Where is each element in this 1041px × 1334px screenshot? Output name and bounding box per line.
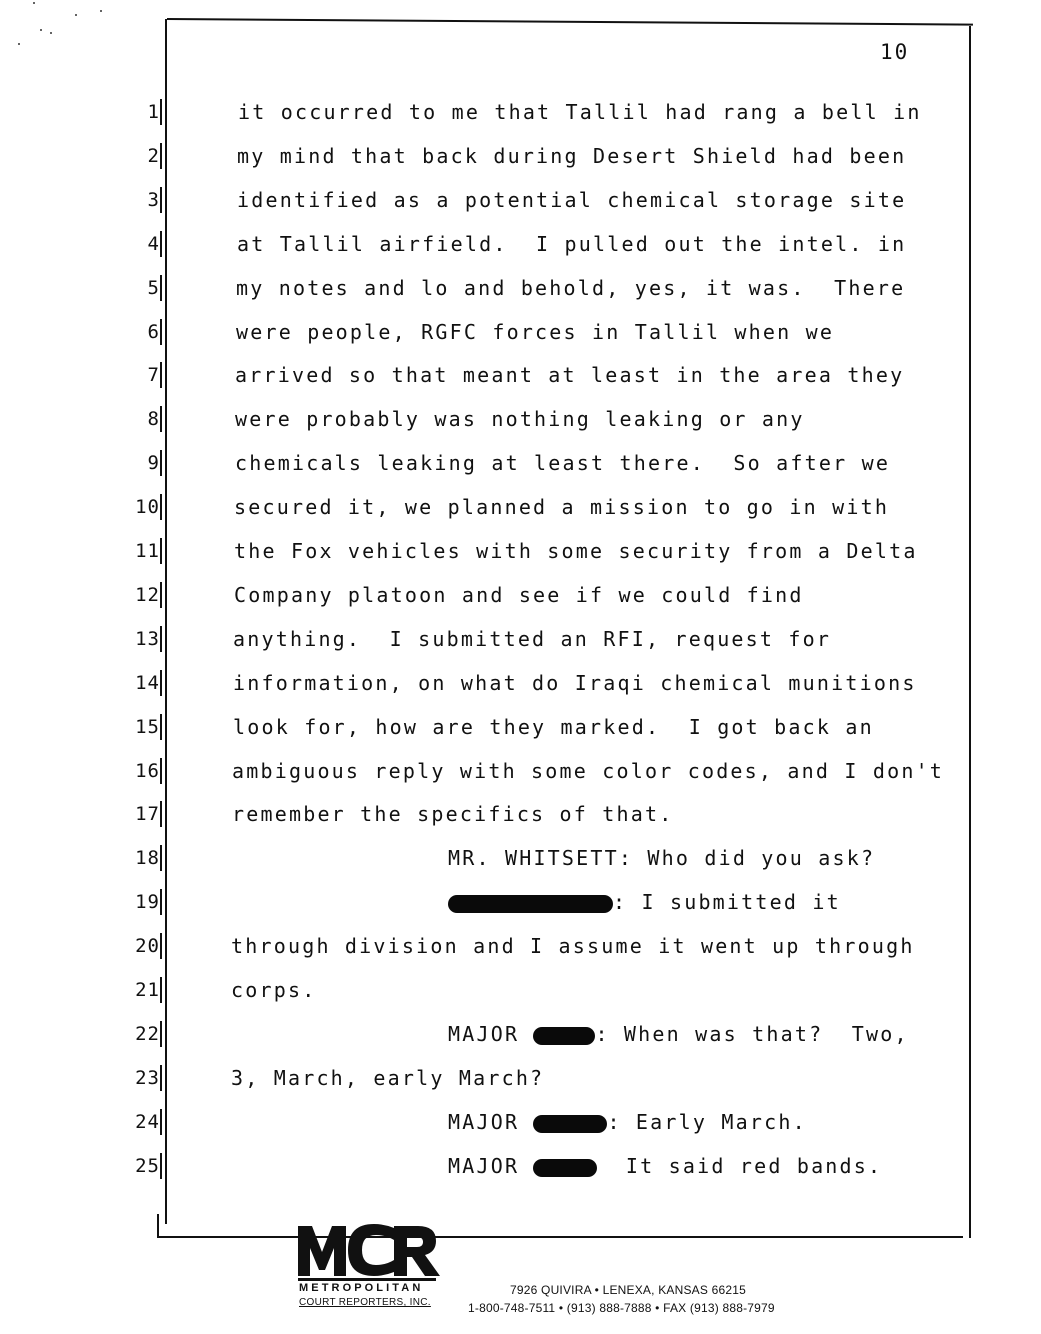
line-number: 3: [147, 189, 160, 211]
margin-rule: [160, 319, 162, 345]
line-number: 24: [135, 1111, 160, 1133]
page-number: 10: [880, 40, 910, 64]
line-number: 8: [147, 408, 160, 430]
transcript-line: identified as a potential chemical storage site: [237, 188, 907, 212]
speaker-label: MAJOR: [448, 1022, 534, 1046]
margin-rule: [160, 450, 162, 476]
transcript-line: look for, how are they marked. I got back an: [233, 715, 874, 739]
line-number: 14: [135, 672, 160, 694]
line-number: 17: [135, 803, 160, 825]
page-frame-corner: [157, 1214, 159, 1236]
line-number: 22: [135, 1023, 160, 1045]
margin-rule: [160, 582, 162, 608]
spoken-text: It said red bands.: [597, 1154, 883, 1178]
page-frame-right: [969, 26, 971, 1238]
redaction-bar: [533, 1115, 607, 1133]
margin-rule: [160, 670, 162, 696]
margin-rule: [160, 801, 162, 827]
transcript-line: arrived so that meant at least in the area they: [235, 363, 905, 387]
page-frame-bottom: [157, 1236, 963, 1238]
transcript-line: were people, RGFC forces in Tallil when we: [236, 320, 835, 344]
redaction-bar: [448, 895, 613, 913]
transcript-line: 3, March, early March?: [231, 1066, 545, 1090]
line-number: 5: [147, 277, 160, 299]
speaker-label: MAJOR: [448, 1154, 534, 1178]
margin-rule: [160, 406, 162, 432]
line-number: 7: [147, 364, 160, 386]
margin-rule: [160, 933, 162, 959]
scan-speck: [40, 29, 42, 31]
speaker-label: MAJOR: [448, 1110, 534, 1134]
line-number: 11: [135, 540, 160, 562]
page-frame-left: [165, 19, 167, 1224]
company-name-line1: METROPOLITAN: [299, 1282, 424, 1294]
transcript-line: were probably was nothing leaking or any: [235, 407, 805, 431]
transcript-line: [448, 1110, 807, 1134]
line-number: 21: [135, 979, 160, 1001]
margin-rule: [160, 231, 162, 257]
scan-speck: [100, 10, 102, 12]
scan-speck: [33, 2, 35, 4]
transcript-line: anything. I submitted an RFI, request for: [233, 627, 832, 651]
transcript-line: my notes and lo and behold, yes, it was. There: [236, 276, 906, 300]
transcript-line: at Tallil airfield. I pulled out the intel. in: [237, 232, 907, 256]
transcript-line: remember the specifics of that.: [232, 802, 674, 826]
margin-rule: [160, 977, 162, 1003]
line-number: 2: [147, 145, 160, 167]
transcript-line: [448, 890, 841, 914]
redaction-bar: [533, 1027, 595, 1045]
margin-rule: [160, 1065, 162, 1091]
company-name-line2: COURT REPORTERS, INC.: [299, 1297, 431, 1308]
line-number: 6: [147, 321, 160, 343]
margin-rule: [160, 362, 162, 388]
line-number: 25: [135, 1155, 160, 1177]
line-number: 9: [147, 452, 160, 474]
margin-rule: [160, 494, 162, 520]
margin-rule: [160, 1021, 162, 1047]
transcript-line: my mind that back during Desert Shield had been: [237, 144, 907, 168]
transcript-line: secured it, we planned a mission to go in with: [234, 495, 890, 519]
line-number: 23: [135, 1067, 160, 1089]
margin-rule: [160, 99, 162, 125]
margin-rule: [160, 714, 162, 740]
transcript-line: [448, 1154, 882, 1178]
page-frame-top: [167, 18, 973, 26]
spoken-text: : I submitted it: [613, 890, 841, 914]
line-number: 4: [147, 233, 160, 255]
margin-rule: [160, 1153, 162, 1179]
transcript-line: chemicals leaking at least there. So after we: [235, 451, 891, 475]
transcript-line: Company platoon and see if we could find: [234, 583, 804, 607]
margin-rule: [160, 758, 162, 784]
line-number: 15: [135, 716, 160, 738]
footer-phones: 1-800-748-7511 • (913) 888-7888 • FAX (913) 888-7979: [468, 1301, 775, 1315]
margin-rule: [160, 187, 162, 213]
logo-divider: [298, 1278, 436, 1281]
margin-rule: [160, 143, 162, 169]
line-number: 16: [135, 760, 160, 782]
transcript-line: it occurred to me that Tallil had rang a bell in: [238, 100, 922, 124]
line-number: 19: [135, 891, 160, 913]
mcr-logo: [298, 1224, 440, 1314]
transcript-line: MR. WHITSETT: Who did you ask?: [448, 846, 876, 870]
margin-rule: [160, 275, 162, 301]
mcr-logo-mark: [298, 1224, 440, 1276]
transcript-line: [448, 1022, 909, 1046]
transcript-line: ambiguous reply with some color codes, and I don't: [232, 759, 945, 783]
redaction-bar: [533, 1159, 597, 1177]
margin-rule: [160, 1109, 162, 1135]
line-number: 20: [135, 935, 160, 957]
line-number: 12: [135, 584, 160, 606]
scan-speck: [18, 43, 20, 45]
spoken-text: : When was that? Two,: [595, 1022, 909, 1046]
footer-address: 7926 QUIVIRA • LENEXA, KANSAS 66215: [510, 1283, 746, 1297]
scan-speck: [50, 32, 52, 34]
line-number: 10: [135, 496, 160, 518]
margin-rule: [160, 626, 162, 652]
spoken-text: : Early March.: [607, 1110, 807, 1134]
line-number: 13: [135, 628, 160, 650]
scan-speck: [75, 14, 77, 16]
transcript-line: through division and I assume it went up through: [231, 934, 915, 958]
transcript-line: the Fox vehicles with some security from a Delta: [234, 539, 918, 563]
transcript-line: information, on what do Iraqi chemical munitions: [233, 671, 917, 695]
margin-rule: [160, 538, 162, 564]
line-number: 1: [147, 101, 160, 123]
transcript-line: corps.: [231, 978, 317, 1002]
margin-rule: [160, 889, 162, 915]
margin-rule: [160, 845, 162, 871]
line-number: 18: [135, 847, 160, 869]
